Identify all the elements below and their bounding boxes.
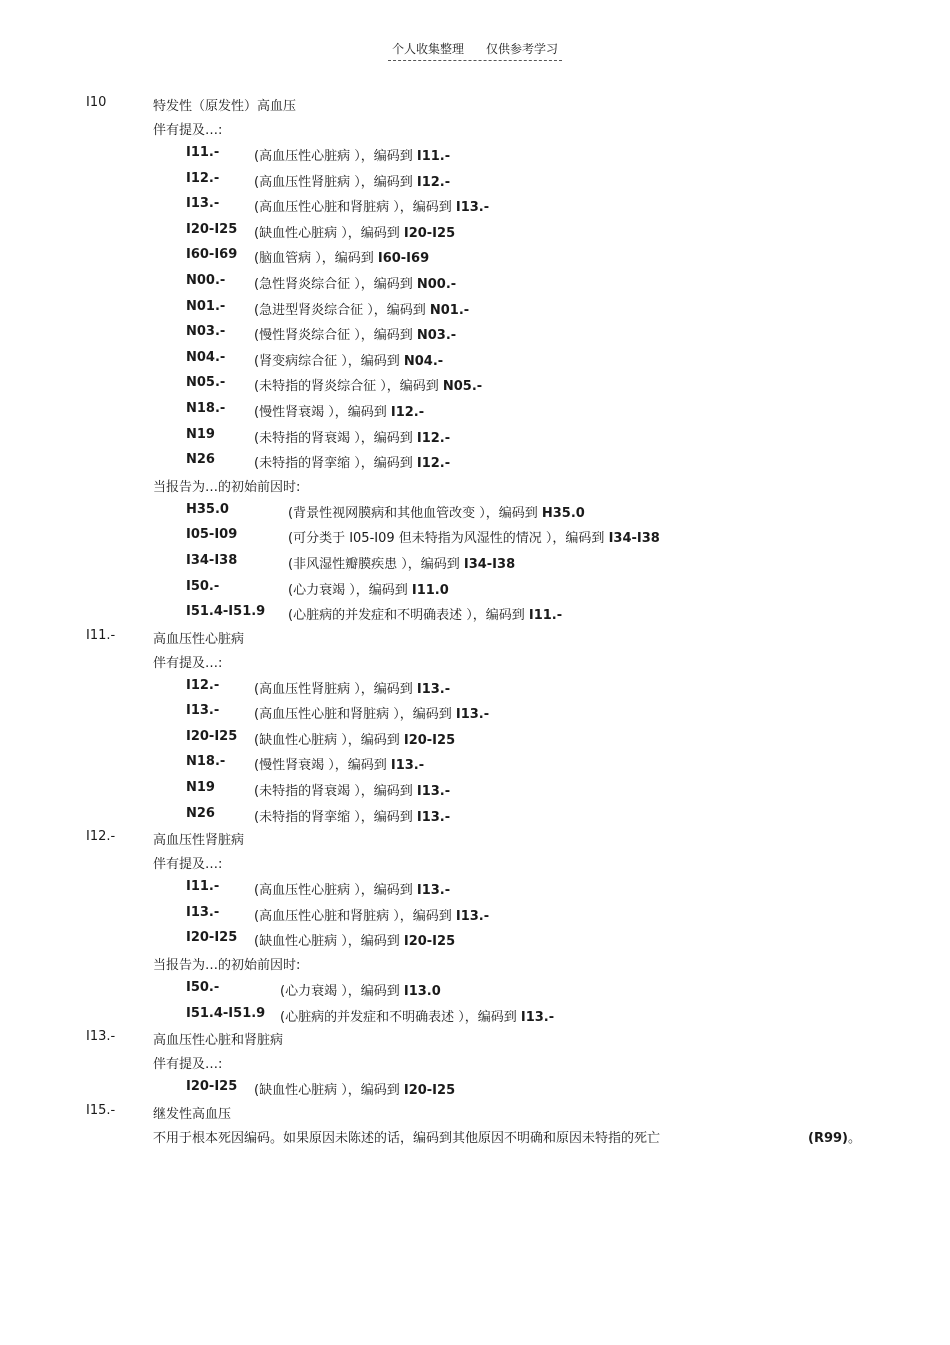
rule-row (0, 901, 950, 927)
entry-code: I13.- (86, 1029, 116, 1045)
rule-code: I11.- (186, 145, 220, 160)
rule-text: (缺血性心脏病 ），编码到 (254, 1083, 400, 1099)
rule-code: N26 (186, 805, 215, 821)
group-label-text: 伴有提及…: (153, 1057, 223, 1073)
rule-text: (心脏病的并发症和不明确表述 ），编码到 (288, 608, 525, 624)
rule-text: (心脏病的并发症和不明确表述 ），编码到 (280, 1009, 517, 1025)
rule-text-wrap (254, 427, 450, 446)
rule-target: I11.- (416, 149, 451, 164)
entry-heading (0, 1101, 950, 1125)
rule-row (0, 397, 950, 423)
rule-target: N04.- (403, 353, 444, 369)
rule-text-wrap (254, 375, 482, 394)
entry-code: I12.- (86, 829, 116, 845)
rule-text: (未特指的肾衰竭 ），编码到 (254, 784, 413, 800)
rule-row (0, 725, 950, 751)
rule-text-wrap (254, 678, 450, 697)
rule-target: I13.- (390, 758, 425, 774)
rule-code: N01.- (186, 298, 226, 314)
rule-code: H35.0 (186, 501, 229, 517)
rule-target: I20-I25 (403, 1083, 456, 1099)
note-ref-wrap (808, 1127, 861, 1146)
entry-heading (0, 1027, 950, 1051)
rule-row (0, 141, 950, 167)
rule-row (0, 750, 950, 776)
entry-code: I11.- (86, 627, 116, 643)
rule-text: (高血压性心脏病 ），编码到 (254, 883, 413, 899)
rule-text-wrap (254, 729, 455, 748)
header-watermark (388, 40, 562, 61)
rule-target: I11.0 (411, 582, 449, 598)
rule-text: (高血压性肾脏病 ），编码到 (254, 174, 413, 190)
rule-row (0, 192, 950, 218)
rule-row (0, 776, 950, 802)
rule-text: (脑血管病 ），编码到 (254, 251, 374, 267)
rule-text: (急进型肾炎综合征 ），编码到 (254, 302, 426, 318)
rule-row (0, 346, 950, 372)
rule-row (0, 875, 950, 901)
group-label-text: 伴有提及…: (153, 123, 223, 138)
group-label-text: 当报告为…的初始前因时: (153, 958, 301, 974)
rule-text: (心力衰竭 ），编码到 (288, 582, 408, 598)
document-body (0, 93, 950, 1149)
entry-title: 高血压性心脏病 (153, 631, 245, 647)
rule-code: I05-I09 (186, 527, 238, 543)
rule-code: I51.4-I51.9 (186, 1005, 266, 1021)
rule-text-wrap (254, 299, 469, 318)
entry-code: I10 (86, 95, 107, 110)
rule-target: H35.0 (541, 505, 585, 521)
rule-target: I13.- (416, 681, 451, 697)
rule-row (0, 674, 950, 700)
rule-text-wrap (280, 1006, 554, 1025)
rule-text: (慢性肾炎综合征 ），编码到 (254, 328, 413, 344)
rule-text: (未特指的肾挛缩 ），编码到 (254, 809, 413, 825)
entry-title: 特发性（原发性）高血压 (153, 99, 297, 114)
rule-code: N19 (186, 780, 215, 796)
rule-text: (非风湿性瓣膜疾患 ），编码到 (288, 556, 460, 572)
entry-code: I15.- (86, 1102, 116, 1118)
rule-target: I34-I38 (463, 556, 516, 572)
rule-text: (缺血性心脏病 ），编码到 (254, 732, 400, 748)
rule-text: (缺血性心脏病 ），编码到 (254, 225, 400, 241)
rule-code: I20-I25 (186, 221, 238, 237)
rule-text-wrap (254, 879, 450, 898)
rule-text-wrap (280, 980, 441, 999)
rule-text-wrap (254, 222, 455, 241)
rule-row (0, 926, 950, 952)
rule-code: I20-I25 (186, 728, 238, 744)
rule-text-wrap (254, 703, 489, 722)
rule-text: (高血压性肾脏病 ），编码到 (254, 681, 413, 697)
rule-target: I12.- (416, 174, 451, 190)
header-right-text: 仅供参考学习 (486, 42, 559, 56)
rule-text-wrap (254, 196, 489, 215)
group-label (0, 650, 950, 674)
group-label-text: 伴有提及…: (153, 857, 223, 873)
rule-code: N26 (186, 452, 215, 468)
rule-text-wrap (254, 930, 455, 949)
group-label (0, 1051, 950, 1075)
rule-row (0, 320, 950, 346)
rule-text-wrap (254, 780, 450, 799)
rule-text: (高血压性心脏和肾脏病 ），编码到 (254, 200, 452, 216)
rule-target: I12.- (390, 404, 425, 420)
rule-code: I50.- (186, 980, 220, 996)
rule-text: (未特指的肾衰竭 ），编码到 (254, 430, 413, 446)
rule-text: (高血压性心脏和肾脏病 ），编码到 (254, 707, 452, 723)
rule-text-wrap (254, 247, 429, 266)
rule-code: N18.- (186, 400, 226, 416)
rule-text-wrap (288, 604, 562, 623)
rule-text: (未特指的肾挛缩 ），编码到 (254, 456, 413, 472)
rule-row (0, 523, 950, 549)
rule-row (0, 1002, 950, 1028)
header-left-text: 个人收集整理 (391, 42, 464, 56)
group-label-text: 伴有提及…: (153, 655, 223, 671)
rule-target: I13.- (416, 809, 451, 825)
rule-row (0, 549, 950, 575)
rule-code: I20-I25 (186, 1079, 238, 1095)
rule-text: (可分类于 I05-I09 但未特指为风湿性的情况 ），编码到 (288, 531, 605, 547)
rule-row (0, 699, 950, 725)
rule-target: N05.- (442, 379, 483, 395)
rule-text-wrap (254, 273, 456, 292)
rule-code: N03.- (186, 324, 226, 340)
rule-row (0, 575, 950, 601)
rule-code: I11.- (186, 879, 220, 895)
rule-target: I13.- (455, 707, 490, 723)
rule-text: (急性肾炎综合征 ），编码到 (254, 276, 413, 292)
rule-text: (心力衰竭 ），编码到 (280, 984, 400, 1000)
group-label (0, 474, 950, 498)
rule-target: I13.- (520, 1009, 555, 1025)
rule-text-wrap (254, 806, 450, 825)
rule-code: I12.- (186, 170, 220, 186)
rule-code: I13.- (186, 703, 220, 719)
rule-text-wrap (254, 324, 456, 343)
rule-row (0, 371, 950, 397)
rule-target: N03.- (416, 328, 457, 344)
group-label (0, 117, 950, 141)
rule-target: I13.- (455, 908, 490, 924)
rule-code: I60-I69 (186, 247, 238, 263)
rule-code: I51.4-I51.9 (186, 604, 266, 620)
rule-row (0, 600, 950, 626)
entry-note (0, 1125, 950, 1149)
entry-title: 高血压性肾脏病 (153, 833, 245, 849)
rule-code: N19 (186, 426, 215, 442)
rule-row (0, 448, 950, 474)
rule-row (0, 802, 950, 828)
rule-text: (高血压性心脏和肾脏病 ），编码到 (254, 908, 452, 924)
rule-text-wrap (254, 350, 443, 369)
note-text: 不用于根本死因编码。如果原因未陈述的话，编码到其他原因不明确和原因未特指的死亡 (153, 1130, 661, 1146)
rule-code: I34-I38 (186, 552, 238, 568)
entry-heading (0, 93, 950, 117)
entry-heading (0, 827, 950, 851)
rule-target: I13.- (455, 200, 490, 216)
rule-row (0, 423, 950, 449)
rule-code: I50.- (186, 578, 220, 594)
rule-target: I12.- (416, 430, 451, 446)
group-label-text: 当报告为…的初始前因时: (153, 479, 301, 495)
page-header (0, 40, 950, 61)
rule-row (0, 269, 950, 295)
rule-text-wrap (254, 905, 489, 924)
rule-text-wrap (254, 1079, 455, 1098)
rule-code: I13.- (186, 904, 220, 920)
rule-row (0, 167, 950, 193)
rule-text: (未特指的肾炎综合征 ），编码到 (254, 379, 439, 395)
rule-target: I13.- (416, 784, 451, 800)
rule-target: I34-I38 (608, 531, 660, 547)
rule-target: I20-I25 (403, 732, 456, 748)
entry-title: 高血压性心脏和肾脏病 (153, 1033, 284, 1049)
note-ref: (R99) (808, 1130, 848, 1146)
rule-text-wrap (254, 401, 424, 420)
rule-text-wrap (288, 527, 660, 546)
rule-target: I11.- (528, 608, 563, 624)
entry-title: 继发性高血压 (153, 1106, 232, 1122)
rule-row (0, 295, 950, 321)
rule-code: I12.- (186, 677, 220, 693)
group-label (0, 952, 950, 976)
rule-target: I60-I69 (377, 251, 430, 267)
rule-target: N01.- (429, 302, 470, 318)
rule-target: I13.0 (403, 984, 441, 1000)
rule-code: I13.- (186, 196, 220, 212)
group-label (0, 851, 950, 875)
note-tail: 。 (847, 1130, 861, 1146)
entry-heading (0, 626, 950, 650)
rule-text: (慢性肾衰竭 ），编码到 (254, 758, 387, 774)
rule-text: (慢性肾衰竭 ），编码到 (254, 404, 387, 420)
rule-text-wrap (254, 452, 450, 471)
rule-text: (缺血性心脏病 ），编码到 (254, 934, 400, 950)
rule-row (0, 976, 950, 1002)
rule-row (0, 243, 950, 269)
rule-text-wrap (288, 579, 449, 598)
rule-row (0, 498, 950, 524)
rule-text: (背景性视网膜病和其他血管改变 ），编码到 (288, 505, 538, 521)
rule-text-wrap (254, 145, 450, 164)
rule-text: (高血压性心脏病 ），编码到 (254, 149, 413, 164)
rule-target: N00.- (416, 276, 457, 292)
rule-code: I20-I25 (186, 930, 238, 946)
rule-row (0, 1075, 950, 1101)
rule-target: I20-I25 (403, 934, 456, 950)
rule-text-wrap (288, 553, 515, 572)
rule-code: N04.- (186, 349, 226, 365)
rule-text-wrap (254, 171, 450, 190)
rule-row (0, 218, 950, 244)
rule-text: (肾变病综合征 ），编码到 (254, 353, 400, 369)
rule-code: N18.- (186, 754, 226, 770)
rule-text-wrap (254, 754, 424, 773)
rule-code: N05.- (186, 375, 226, 391)
rule-target: I12.- (416, 456, 451, 472)
rule-code: N00.- (186, 272, 226, 288)
rule-target: I13.- (416, 883, 451, 899)
rule-text-wrap (288, 502, 585, 521)
rule-target: I20-I25 (403, 225, 456, 241)
